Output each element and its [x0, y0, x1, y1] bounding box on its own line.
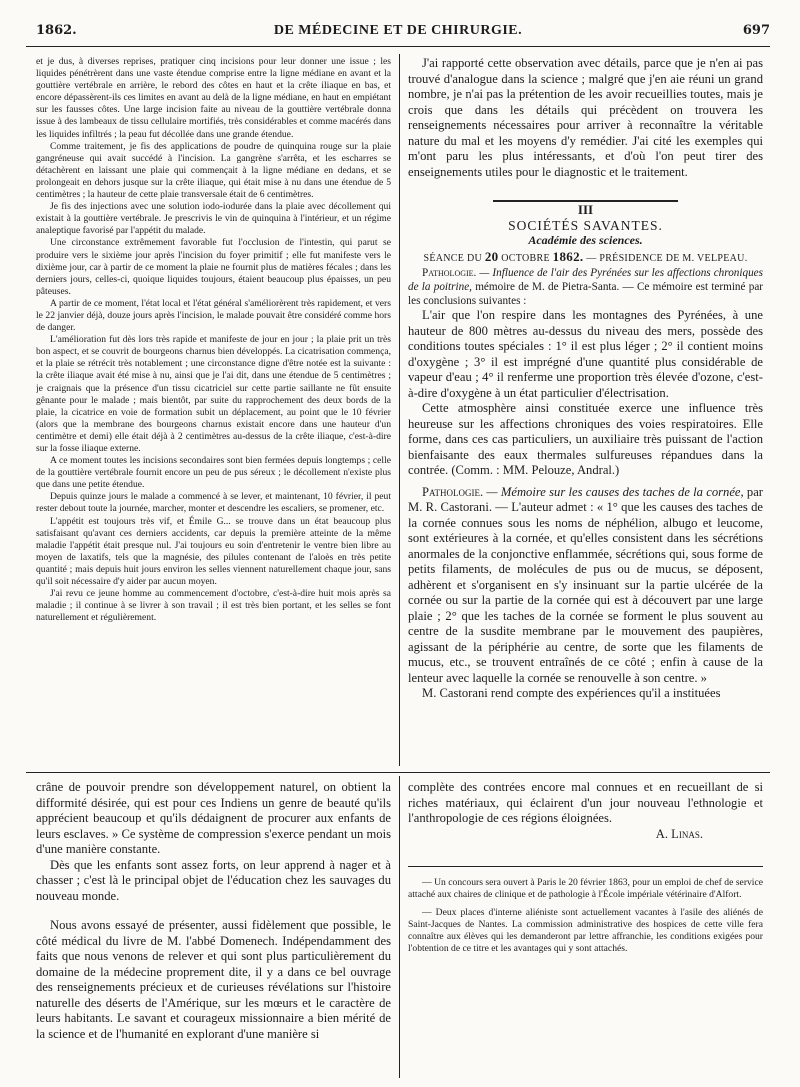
notice-item: — Deux places d'interne aliéniste sont actuellement vacantes à l'asile des aliénés de Saint-Jacques de Nantes. La commission administrative des hospices de cette ville fera connaître aux élèves qui les demanderont par lettre affranchie, les conditions exigées pour l'obtention de ce titre et les avantages qui y sont attachés. [408, 907, 763, 954]
left-paragraph: L'amélioration fut dès lors très rapide et manifeste de jour en jour ; la plaie prit un très bon aspect, et se couvrit de bourgeons charnus bien développés. La cicatrisation commença, et la plaie se rétrécit très notablement ; une circonstance digne d'être notée est la suivante : la crête iliaque avait été mise à nu, ainsi que je l'ai dit, dans une étendue de 5 centimètres ; je craignais que la présence d'un tissu cicatriciel sur cette partie saillante ne fût ensuite gênante pour le malade ; mais bientôt, par suite du rapprochement des deux bords de la plaie, la cicatrice en voie de formation subit un déplacement, au point que le 10 février (alors que la membrane des bourgeons charnus existait encore dans une hauteur d'un centimètre et demi) elle était déjà à 2 centimètres au-dessus de la crête iliaque, c'est-à-dire sur la fosse iliaque externe. [36, 334, 391, 454]
middle-rule [26, 772, 770, 773]
pathology-1-body: L'air que l'on respire dans les montagnes des Pyrénées, à une hauteur de 800 mètres au-dessus du niveau des mers, possède des conditions toutes spéciales : 1° il est plus léger ; 2° il contient moins d'oxygène ; 3° il est imprégné d'une quantité plus considérable de vapeur d'eau ; 4° il renferme une proportion très élevée d'ozone, c'est-à-dire d'oxygène à un état particulier d'électrisation. [408, 308, 763, 400]
left-paragraph: et je dus, à diverses reprises, pratiquer cinq incisions pour leur donner une issue ; les liquides pénétrèrent dans une vaste étendue comprise entre la ligne médiane en avant et la gouttière vertébrale en arrière, le rebord des côtes en haut et la crête iliaque en bas, et encore dépassèrent-ils ces limites en avant au delà de la ligne médiane, en haut en empiétant sur les fausses côtes. Une large incision faite au niveau de la gouttière vertébrale donna issue à des lambeaux de tissu cellulaire mortifiés, très considérables et comme macérés dans les liquides infiltrés ; la peau fut décollée dans une grande étendue. [36, 56, 391, 140]
left-paragraph: J'ai revu ce jeune homme au commencement d'octobre, c'est-à-dire huit mois après sa maladie ; il continue à se livrer à son travail ; il est très bien portant, et les selles se font naturellement et régulièrement. [36, 588, 391, 624]
bottom-right-paragraph: complète des contrées encore mal connues et en recueillant de si riches matériaux, qui éclairent d'un jour nouveau l'ethnologie et l'anthropologie de ces régions éloignées. [408, 780, 763, 825]
section-title: SOCIÉTÉS SAVANTES. [508, 217, 663, 233]
section-rule [493, 200, 678, 202]
left-paragraph: Une circonstance extrêmement favorable fut l'occlusion de l'intestin, qui parut se produire vers le sixième jour après l'incision du foyer primitif ; elle fut manifeste vers le dixième jour, car à partir de ce moment la plaie ne fournit plus de matières fécales ; dans les derniers jours, celles-ci, quoique liquides toujours, étaient beaucoup plus épaisses, un peu pâteuses. [36, 237, 391, 297]
left-paragraph: A ce moment toutes les incisions secondaires sont bien fermées depuis longtemps ; celle de la gouttière vertébrale fournit encore un peu de pus séreux ; le décollement n'existe plus que dans une petite étendue. [36, 455, 391, 491]
left-paragraph: L'appétit est toujours très vif, et Émile G... se trouve dans un état beaucoup plus satisfaisant qu'avant ces derniers accidents, car depuis la première atteinte de la même maladie l'appétit était presque nul. J'ai toujours eu soin d'entretenir le ventre bien libre au moyen de laxatifs, tels que la magnésie, des pilules contenant de l'aloès en très petite quantité ; mais depuis huit jours environ les selles viennent naturellement chaque jour, sans qu'il soit nécessaire d'y aider par aucun moyen. [36, 515, 391, 588]
right-column [408, 56, 763, 766]
pathology-1-intro: Pathologie. — Influence de l'air des Pyrénées sur les affections chroniques de la poitrine, mémoire de M. de Pietra-Santa. — Ce mémoire est terminé par les conclusions suivantes : [408, 267, 763, 307]
author-signature: A. Linas. [655, 826, 703, 841]
left-paragraph: A partir de ce moment, l'état local et l'état général s'améliorèrent très rapidement, et vers le 22 janvier déjà, douze jours après l'incision, le malade pouvait être considéré comme hors de danger. [36, 297, 391, 334]
pathology-2-last: M. Castorani rend compte des expériences qu'il a instituées [422, 686, 721, 700]
header-page-number: 697 [742, 23, 770, 38]
left-paragraph: Comme traitement, je fis des applications de poudre de quinquina rouge sur la plaie gangréneuse qui avait succédé à l'incision. La gangrène s'arrêta, et les escharres se détachèrent en laissant une plaie qui commençait à la ligne médiane en dedans, et se prolongeait en dehors jusque sur la crête iliaque, qui était mise à nu dans une étendue de 5 centimètres ; la hauteur de cette plaie transversale était de 6 centimètres. [36, 140, 391, 201]
bottom-left-paragraph: crâne de pouvoir prendre son développement naturel, on obtient la difformité désirée, qui est pour ces Indiens un genre de beauté qu'ils apprécient beaucoup et qu'ils dédaignent de procurer aux enfants de leurs esclaves. » Ce système de compression s'exerce pendant un mois d'une manière constante. [36, 780, 391, 856]
pathology-2: Pathologie. — Mémoire sur les causes des taches de la cornée, par M. R. Castorani. — L'auteur admet : « 1° que les causes des taches de la cornée connues sous les noms de néphélion, albugo et leucome, sont extérieures à la cornée, et qu'elles consistent dans les sécrétions anormales de la conjonctive enflammée, sécrétions qui, sous forme de petits filaments, de molécules de pus ou de mucus, se déposent, adhèrent et s'organisent en s'y insinuant sur la partie ulcérée de la cornée ou sur la partie de la cornée qui est à découvert par une large plaie ; 2° que les taches de la cornée se forment le plus souvent au centre de la susdite membrane par le mouvement des paupières, agissant de la périphérie au centre, de sorte que les filaments de mucus, etc., se trouvent entraînés de ce côté ; enfin à cause de la lenteur avec laquelle la cornée se renouvelle à son centre. » [408, 484, 763, 685]
academy-heading: Académie des sciences. [528, 233, 643, 247]
seance-line: SÉANCE DU 20 OCTOBRE 1862. — PRÉSIDENCE DE M. VELPEAU. [423, 248, 748, 264]
bottom-column-divider [399, 776, 400, 1078]
left-paragraph: Depuis quinze jours le malade a commencé à se lever, et maintenant, 10 février, il peut rester debout toute la journée, marcher, monter et descendre les escaliers, se promener, etc. [36, 491, 391, 515]
left-paragraph: Je fis des injections avec une solution iodo-iodurée dans la plaie avec décollement qui existait à la gouttière vertébrale. Je prescrivis le vin de quinquina à l'intérieur, et un régime analeptique favorisé par l'appétit du malade. [36, 201, 391, 237]
notices-rule [408, 866, 763, 867]
bottom-left-column [36, 780, 391, 1075]
left-column [36, 56, 391, 766]
page-header [26, 20, 770, 44]
bottom-left-paragraph: Dès que les enfants sont assez forts, on leur apprend à nager et à chasser ; c'est là le principal objet de l'éducation chez les sauvages du nouveau monde. [36, 857, 391, 903]
header-rule [26, 46, 770, 47]
right-intro-paragraph: J'ai rapporté cette observation avec détails, parce que je n'en ai pas trouvé d'analogue dans la science ; malgré que j'en aie réuni un grand nombre, je n'ai pas la prétention de les avoir recueillies toutes, mais je crois que dans les détails qui précèdent on trouvera les renseignements nécessaires pour arriver à reconnaître la véritable nature du mal et les moyens d'y remédier. J'ai cité les exemples qui m'ont paru les plus intéressants, et d'où l'on peut tirer des enseignements utiles pour le diagnostic et le traitement. [408, 56, 763, 179]
column-divider [399, 54, 400, 766]
bottom-left-paragraph: Nous avons essayé de présenter, aussi fidèlement que possible, le côté médical du livre de M. l'abbé Domenech. Indépendamment des faits que nous venons de relever et qui sont plus particulièrement du domaine de la médecine proprement dite, il y a dans ce bel ouvrage des renseignements précieux et de curieuses révélations sur l'histoire naturelle des déserts de l'Amérique, sur les mœurs et le caractère de leurs habitants. Le savant et courageux missionnaire a bien mérité de la science et de l'humanité en explorant d'une manière si [36, 918, 391, 1041]
bottom-right-column [408, 780, 763, 1075]
header-year: 1862. [36, 23, 77, 38]
header-journal-title: DE MÉDECINE ET DE CHIRURGIE. [273, 23, 523, 38]
pathology-1-body2: Cette atmosphère ainsi constituée exerce une influence très heureuse sur les affections chroniques des voies respiratoires. Elle forme, dans ces cas particuliers, un auxiliaire très puissant de l'action bienfaisante des eaux thermales sulfureuses répandues dans la contrée. (Comm. : MM. Pelouze, Andral.) [408, 401, 763, 477]
section-number: III [577, 202, 594, 217]
notice-item: — Un concours sera ouvert à Paris le 20 février 1863, pour un emploi de chef de service attaché aux chaires de clinique et de pathologie à l'École impériale vétérinaire d'Alfort. [408, 877, 763, 900]
